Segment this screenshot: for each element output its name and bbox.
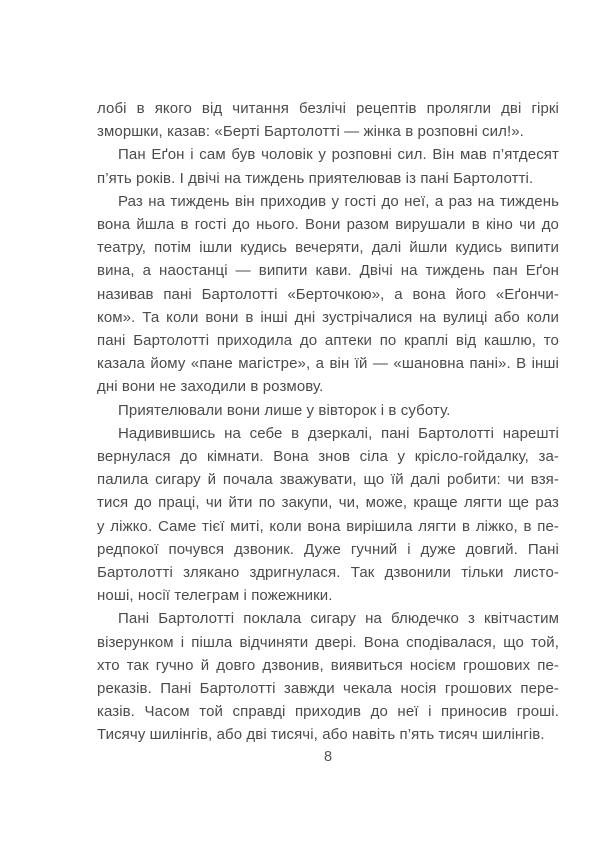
text-line: реказів. Пані Бартолотті завжди чекала носія грошових пере- <box>97 680 559 698</box>
text-line: візерунком і пішла відчиняти двері. Вона сподівалася, що той, <box>97 633 559 651</box>
text-line: палила сигару й почала зважувати, що їй далі робити: чи взя- <box>97 471 559 489</box>
text-line: редпокої почувся дзвоник. Дуже гучний і дуже довгий. Пані <box>97 540 559 558</box>
text-line: вернулася до кімнати. Вона знов сіла у крісло-гойдалку, за- <box>97 448 559 466</box>
text-line: казів. Часом той справді приходив до неї і приносив гроші. <box>97 703 559 721</box>
text-line: Раз на тиждень він приходив у гості до неї, а раз на тиждень <box>118 192 559 210</box>
text-line: дні вони не заходили в розмову. <box>97 378 324 396</box>
text-line: ноші, носії телеграм і пожежники. <box>97 587 333 605</box>
text-line: пані Бартолотті приходила до аптеки по краплі від кашлю, то <box>97 332 559 350</box>
text-line: Бартолотті злякано здригнулася. Так дзвонили тільки листо- <box>97 564 559 582</box>
page-number: 8 <box>323 749 333 765</box>
text-line: казала йому «пане магістре», а він їй — «шановна пані». В інші <box>97 355 559 373</box>
text-line: вина, а наостанці — випити кави. Двічі на тиждень пан Еґон <box>97 262 559 280</box>
text-line: називав пані Бартолотті «Берточкою», а вона його «Еґончи- <box>97 285 559 303</box>
text-line: Приятелювали вони лише у вівторок і в суботу. <box>118 401 451 419</box>
text-line: Надивившись на себе в дзеркалі, пані Бартолотті нарешті <box>118 424 559 442</box>
text-line: лобі в якого від читання безлічі рецептів пролягли дві гіркі <box>97 100 559 117</box>
text-line: тися до праці, чи йти по закупи, чи, може, краще лягти ще раз <box>97 494 559 512</box>
text-line: зморшки, казав: «Берті Бартолотті — жінка в розповні сил!». <box>97 123 524 141</box>
paragraph <box>97 422 559 608</box>
text-block <box>97 97 559 747</box>
text-line: Пан Еґон і сам був чоловік у розповні сил. Він мав п’ятдесят <box>118 146 559 164</box>
text-line: п’ять років. І двічі на тиждень приятелював із пані Бартолотті. <box>97 169 534 187</box>
text-line: Пані Бартолотті поклала сигару на блюдечко з квітчастим <box>118 610 559 628</box>
paragraph <box>97 97 559 143</box>
paragraph <box>97 399 559 422</box>
text-line: ком». Та коли вони в інші дні зустрічалися на вулиці або коли <box>97 308 559 326</box>
text-line: у ліжко. Саме тієї миті, коли вона вирішила лягти в ліжко, в пе- <box>97 517 559 535</box>
text-line: театру, потім ішли кудись вечеряти, далі йшли кудись випити <box>97 239 559 257</box>
paragraph <box>97 190 559 399</box>
paragraph <box>97 143 559 189</box>
text-line: Тисячу шилінгів, або дві тисячі, або навіть п’ять тисяч шилінгів. <box>97 726 545 744</box>
paragraph <box>97 607 559 746</box>
text-line: вона йшла в гості до нього. Вони разом вирушали в кіно чи до <box>97 216 559 234</box>
text-line: хто так гучно й довго дзвонив, виявиться носієм грошових пе- <box>97 656 559 674</box>
